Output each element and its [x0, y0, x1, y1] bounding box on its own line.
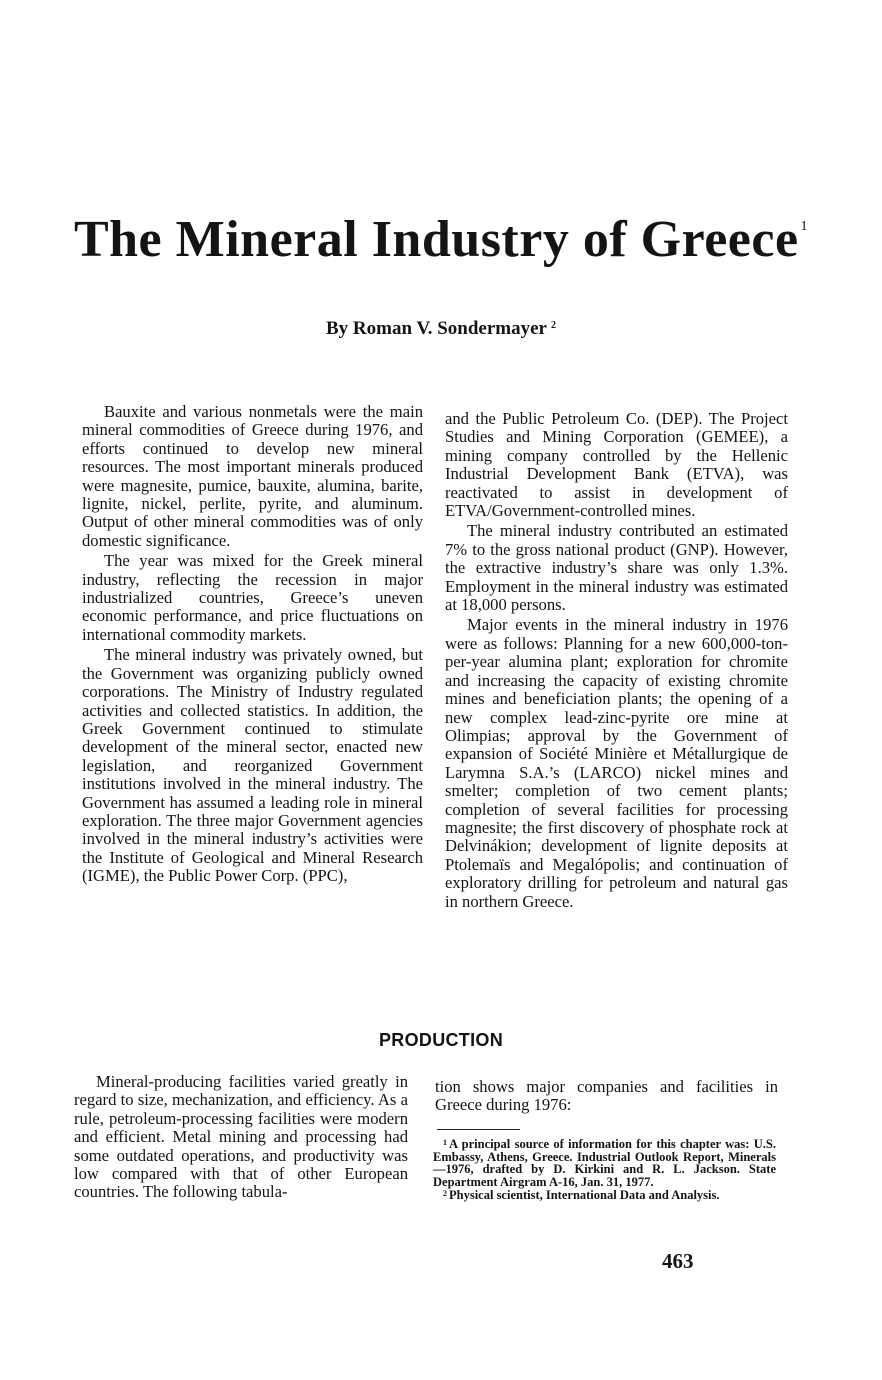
- intro-paragraph: The mineral industry was privately owned, but the Government was organizing publicly owned corporations. The Ministry of Industry regulated activities and collected statistics. In addition, the Greek Government continued to stimulate development of the mineral sector, enacted new legislation, and reorganized Government institutions involved in the mineral industry. The Government has assumed a leading role in mineral exploration. The three major Government agencies involved in the mineral industry’s activities were the Institute of Geological and Mineral Research (IGME), the Public Power Corp. (PPC),: [82, 645, 423, 886]
- section-heading-production: PRODUCTION: [379, 1030, 503, 1050]
- intro-left-column: [82, 403, 423, 888]
- article-title-text: The Mineral Industry of Greece: [73, 211, 799, 268]
- footnotes: [433, 1137, 776, 1202]
- production-left-column: [74, 1073, 408, 1204]
- author-byline: [0, 318, 882, 340]
- intro-right-column: [445, 410, 788, 913]
- footnote: [433, 1188, 776, 1202]
- intro-paragraph: The mineral industry contributed an estimated 7% to the gross national product (GNP). However, the extractive industry’s share was only 1.3%. Employment in the mineral industry was estimated at 18,000 persons.: [445, 521, 788, 615]
- author-byline-text: By Roman V. Sondermayer: [326, 318, 547, 339]
- production-paragraph-continuation: tion shows major companies and facilities in Greece during 1976:: [435, 1077, 778, 1115]
- footnote-divider: [437, 1129, 520, 1130]
- footnote: [433, 1137, 776, 1188]
- footnote-mark: 1: [443, 1138, 447, 1147]
- production-right-column: [435, 1078, 778, 1117]
- production-paragraph: Mineral-producing facilities varied greatly in regard to size, mechanization, and efficiency. As a rule, petroleum-processing facilities were modern and efficient. Metal mining and processing had some outdated operations, and productivity was low compared with that of other European countries. The following tabula-: [74, 1072, 408, 1202]
- article-title: [0, 210, 882, 269]
- footnote-text: A principal source of information for this chapter was: U.S. Embassy, Athens, Greece. Industrial Outlook Report, Minerals—1976, drafted by D. Kirkini and R. L. Jackson. State Department Airgram A-16, Jan. 31, 1977.: [433, 1137, 776, 1189]
- intro-paragraph: Major events in the mineral industry in 1976 were as follows: Planning for a new 600,000-ton-per-year alumina plant; exploration for chromite and increasing the capacity of existing chromite mines and beneficiation plants; the opening of a new complex lead-zinc-pyrite ore mine at Olimpias; approval by the Government of expansion of Société Minière et Métallurgique de Larymna S.A.’s (LARCO) nickel mines and smelter; completion of two cement plants; completion of several facilities for processing magnesite; the first discovery of phosphate rock at Delvinákion; development of lignite deposits at Ptolemaïs and Megalópolis; and continuation of exploratory drilling for petroleum and natural gas in northern Greece.: [445, 615, 788, 911]
- footnote-text: Physical scientist, International Data and Analysis.: [449, 1188, 720, 1203]
- footnote-mark: 2: [443, 1189, 447, 1199]
- intro-paragraph: The year was mixed for the Greek mineral industry, reflecting the recession in major industrialized countries, Greece’s uneven economic performance, and price fluctuations on international commodity markets.: [82, 551, 423, 644]
- intro-paragraph: Bauxite and various nonmetals were the main mineral commodities of Greece during 1976, and efforts continued to develop new mineral resources. The most important minerals produced were magnesite, pumice, bauxite, alumina, barite, lignite, nickel, perlite, pyrite, and aluminum. Output of other mineral commodities was of only domestic significance.: [82, 402, 423, 550]
- intro-paragraph-continuation: and the Public Petroleum Co. (DEP). The Project Studies and Mining Corporation (GEMEE), a mining company controlled by the Hellenic Industrial Development Bank (ETVA), was reactivated to assist in development of ETVA/Government-controlled mines.: [445, 409, 788, 521]
- byline-footnote-mark: 2: [550, 320, 556, 331]
- title-footnote-mark: 1: [800, 219, 809, 234]
- page-number: 463: [662, 1249, 694, 1273]
